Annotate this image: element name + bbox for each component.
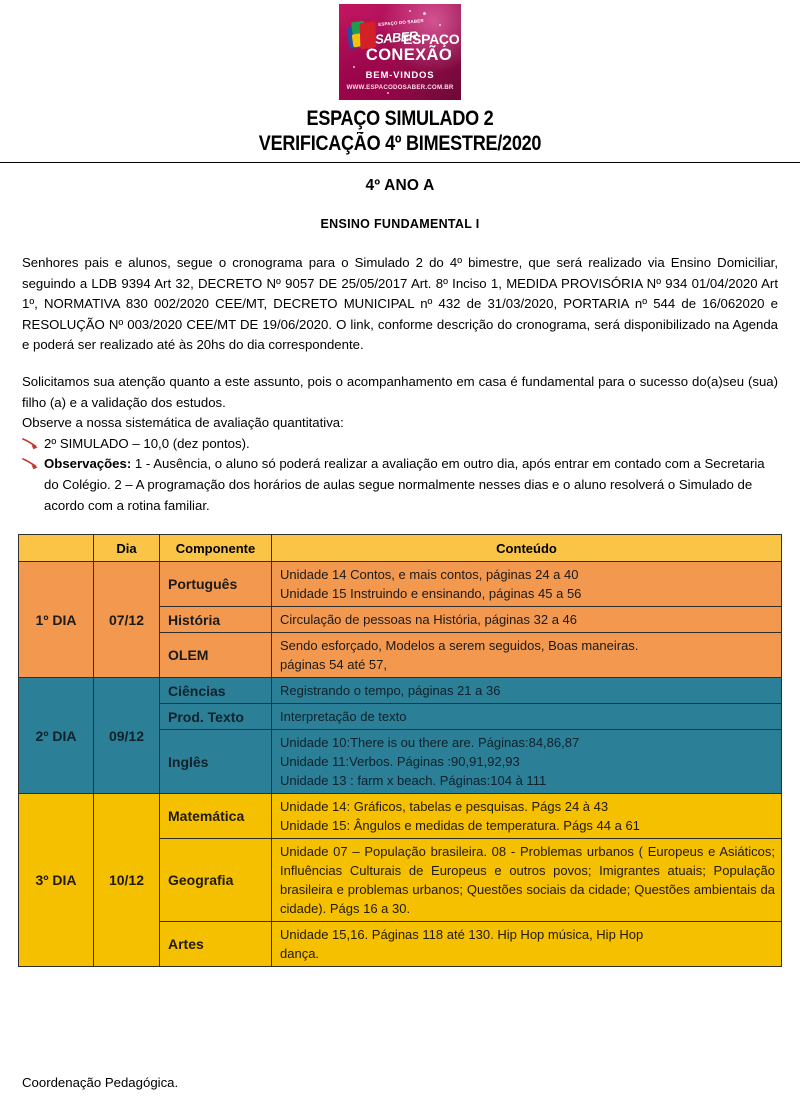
content-line: Unidade 14 Contos, e mais contos, páginas 24 a 40: [280, 567, 579, 583]
table-row: [19, 678, 782, 704]
component-cell: História: [160, 607, 272, 633]
sparkle-icon: [409, 10, 411, 12]
logo-brand-espaco: ESPAÇO: [403, 31, 460, 47]
column-header-dia: Dia: [94, 535, 160, 562]
notes-list: [22, 434, 778, 516]
date-cell: 09/12: [94, 678, 160, 794]
schedule-table: [18, 534, 782, 967]
date-cell: 10/12: [94, 794, 160, 967]
component-cell: Ciências: [160, 678, 272, 704]
table-head: [19, 535, 782, 562]
date-cell: 07/12: [94, 562, 160, 678]
education-level-label: ENSINO FUNDAMENTAL I: [320, 217, 480, 231]
footer-signature: Coordenação Pedagógica.: [22, 1075, 179, 1090]
sparkle-icon: [439, 24, 441, 26]
content-line: Unidade 11:Verbos. Páginas :90,91,92,93: [280, 754, 520, 770]
content-line: Sendo esforçado, Modelos a serem seguidos, Boas maneiras.: [280, 638, 639, 654]
logo-brand-small: ESPAÇO DO SABER: [378, 18, 424, 27]
grade-label: 4º ANO A: [365, 177, 435, 194]
content-line: Unidade 14: Gráficos, tabelas e pesquisas. Págs 24 à 43: [280, 799, 609, 815]
content-line: Unidade 07 – População brasileira. 08 - Problemas urbanos ( Europeus e Asiáticos; Influências Culturais de Europeus e outros povos; Imigrantes atuais; População brasileira e problemas urbanos; Questões sociais da cidade; Questões ambientais da cidade). Págs 16 a 30.: [280, 844, 775, 917]
content-line: Unidade 15 Instruindo e ensinando, páginas 45 a 56: [280, 586, 582, 602]
table-header-row: [19, 535, 782, 562]
curved-arrow-icon: [22, 437, 40, 452]
content-cell: [272, 922, 782, 967]
table-body: [19, 562, 782, 967]
content-cell: [272, 678, 782, 704]
bullet-text: 2º SIMULADO – 10,0 (dez pontos).: [44, 435, 250, 451]
list-item: [22, 434, 778, 455]
day-label-cell: 3º DIA: [19, 794, 94, 967]
document-title-block: [0, 106, 800, 156]
component-cell: OLEM: [160, 633, 272, 678]
component-cell: Prod. Texto: [160, 704, 272, 730]
day-label-cell: 2º DIA: [19, 678, 94, 794]
column-header-day-label: [19, 535, 94, 562]
content-line: Circulação de pessoas na História, páginas 32 a 46: [280, 612, 578, 628]
logo-banner-wrap: [0, 0, 800, 100]
component-cell: Português: [160, 562, 272, 607]
content-line: Unidade 15,16. Páginas 118 até 130. Hip Hop música, Hip Hop: [280, 927, 644, 943]
curved-arrow-icon: [22, 457, 40, 472]
observations-text: 1 - Ausência, o aluno só poderá realizar a avaliação em outro dia, após entrar em contado com a Secretaria do Colégio. 2 – A programação dos horários de aulas segue normalmente nesses dias e o aluno resolverá o Simulado de acordo com a rotina familiar.: [44, 456, 765, 513]
logo-brand-saber: SABER: [374, 28, 419, 47]
content-line: Interpretação de texto: [280, 709, 407, 725]
component-cell: Inglês: [160, 730, 272, 794]
content-cell: [272, 794, 782, 839]
page-title-line1: ESPAÇO SIMULADO 2: [306, 107, 494, 130]
logo-brand-conexao: CONEXÃO: [365, 46, 453, 64]
component-cell: Matemática: [160, 794, 272, 839]
content-cell: [272, 839, 782, 922]
content-cell: [272, 704, 782, 730]
logo-website-url: WWW.ESPACODOSABER.COM.BR: [346, 84, 454, 91]
table-row: [19, 562, 782, 607]
content-cell: [272, 730, 782, 794]
table-row: [19, 794, 782, 839]
content-cell: [272, 607, 782, 633]
page-title-line2: VERIFICAÇÃO 4º BIMESTRE/2020: [258, 132, 542, 155]
observations-label: Observações:: [44, 456, 132, 472]
logo-welcome-text: BEM-VINDOS: [365, 70, 435, 81]
list-item: [22, 454, 778, 516]
content-cell: [272, 633, 782, 678]
body-copy: [22, 253, 778, 516]
column-header-conteudo: Conteúdo: [272, 535, 782, 562]
content-cell: [272, 562, 782, 607]
espaco-do-saber-logo: [339, 4, 461, 100]
component-cell: Artes: [160, 922, 272, 967]
header-divider: [0, 162, 800, 163]
content-line: Unidade 10:There is ou there are. Páginas:84,86,87: [280, 735, 580, 751]
intro-paragraph: Senhores pais e alunos, segue o cronograma para o Simulado 2 do 4º bimestre, que será realizado via Ensino Domiciliar, seguindo a LDB 9394 Art 32, DECRETO Nº 9057 DE 25/05/2017 Art. 8º Inciso 1, MEDIDA PROVISÓRIA Nº 934 01/04/2020 Art 1º, NORMATIVA 830 002/2020 CEE/MT, DECRETO MUNICIPAL nº 432 de 31/03/2020, PORTARIA nº 544 de 16/062020 e RESOLUÇÃO Nº 003/2020 CEE/MT DE 19/06/2020. O link, conforme descrição do cronograma, será disponibilizado na Agenda e poderá ser realizado até às 20hs do dia correspondente.: [22, 255, 778, 353]
sparkle-icon: [423, 12, 426, 15]
evaluation-intro-line: Observe a nossa sistemática de avaliação quantitativa:: [22, 415, 344, 431]
day-label-cell: 1º DIA: [19, 562, 94, 678]
content-line: Unidade 13 : farm x beach. Páginas:104 à 111: [280, 773, 547, 789]
component-cell: Geografia: [160, 839, 272, 922]
column-header-componente: Componente: [160, 535, 272, 562]
content-line: Registrando o tempo, páginas 21 a 36: [280, 683, 501, 699]
content-line: dança.: [280, 946, 320, 962]
content-line: páginas 54 até 57,: [280, 657, 387, 673]
content-line: Unidade 15: Ângulos e medidas de temperatura. Págs 44 a 61: [280, 818, 640, 834]
sparkle-icon: [387, 92, 389, 94]
attention-paragraph: Solicitamos sua atenção quanto a este assunto, pois o acompanhamento em casa é fundamental para o sucesso do(a)seu (sua) filho (a) e a validação dos estudos.: [22, 373, 778, 410]
sparkle-icon: [353, 66, 355, 68]
